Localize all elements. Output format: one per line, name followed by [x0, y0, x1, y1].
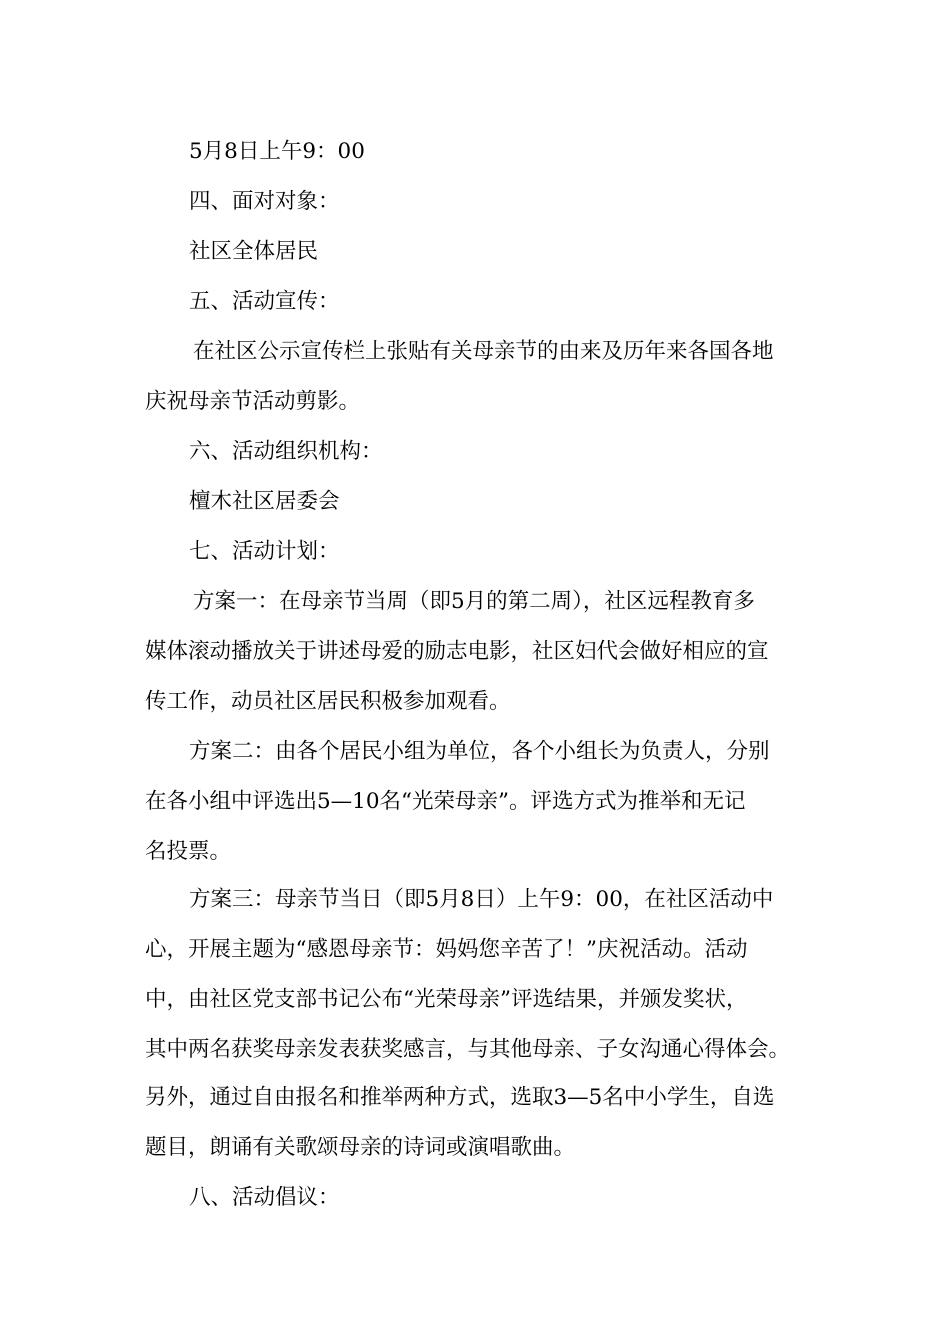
- section-heading: 八、活动倡议：: [189, 1185, 340, 1210]
- section-heading: 六、活动组织机构：: [189, 439, 383, 464]
- text-line: 方案三：母亲节当日（即5月8日）上午9：00，在社区活动中: [189, 887, 774, 912]
- text-line: 方案一：在母亲节当周（即5月的第二周），社区远程教育多: [193, 589, 755, 614]
- text-line: 檀木社区居委会: [189, 489, 340, 514]
- text-line: 名投票。: [145, 839, 232, 864]
- section-heading: 五、活动宣传：: [189, 289, 340, 314]
- text-line: 庆祝母亲节活动剪影。: [145, 389, 361, 414]
- text-line: 方案二：由各个居民小组为单位，各个小组长为负责人，分别: [189, 739, 770, 764]
- section-heading: 七、活动计划：: [189, 539, 340, 564]
- text-line: 其中两名获奖母亲发表获奖感言，与其他母亲、子女沟通心得体会。: [145, 1037, 791, 1062]
- text-line: 题目，朗诵有关歌颂母亲的诗词或演唱歌曲。: [145, 1135, 576, 1160]
- text-line: 社区全体居民: [189, 239, 319, 264]
- text-line: 中，由社区党支部书记公布“光荣母亲”评选结果，并颁发奖状，: [145, 987, 748, 1012]
- section-heading: 四、面对对象：: [189, 189, 340, 214]
- text-line: 在社区公示宣传栏上张贴有关母亲节的由来及历年来各国各地: [193, 339, 774, 364]
- text-line: 另外，通过自由报名和推举两种方式，选取3—5名中小学生，自选: [145, 1085, 775, 1110]
- text-line: 5月8日上午9：00: [189, 139, 365, 164]
- text-line: 媒体滚动播放关于讲述母爱的励志电影，社区妇代会做好相应的宣: [145, 639, 769, 664]
- text-line: 心，开展主题为“感恩母亲节：妈妈您辛苦了！”庆祝活动。活动: [145, 937, 748, 962]
- text-line: 传工作，动员社区居民积极参加观看。: [145, 689, 511, 714]
- text-line: 在各小组中评选出5—10名“光荣母亲”。评选方式为推举和无记: [145, 789, 746, 814]
